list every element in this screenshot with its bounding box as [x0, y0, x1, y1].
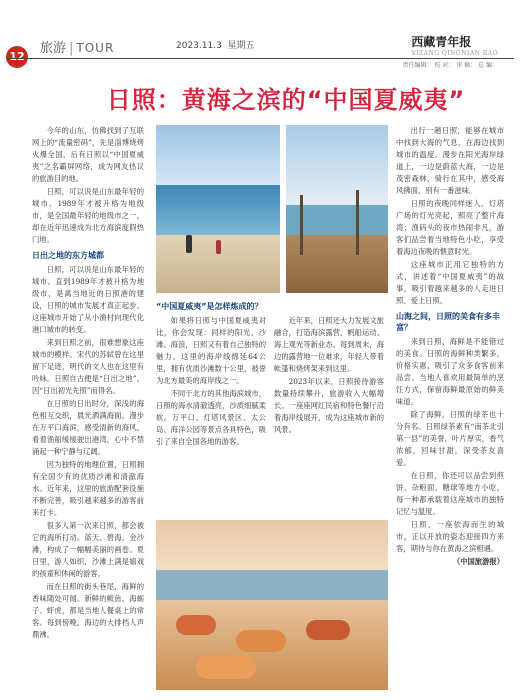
masthead	[411, 33, 498, 57]
paragraph: 近年来，日照还大力发展文旅融合，打造海滨露营、帆船运动、海上观光等新业态。每到周末，海边的露营地一位难求，年轻人带着帐篷和烧烤架来到这里。	[274, 316, 384, 373]
paragraph: 不同于北方的其他海滨城市，日照的海水清澈透亮，沙质细腻柔软。万平口、灯塔风景区、太公岛、海洋公园等景点各具特色，吸引了来自全国各地的游客。	[156, 389, 266, 446]
paragraph: 今年的山东，仿佛找到了互联网上的“流量密码”，先是淄博烧烤火爆全国，后有日照以“中国夏威夷”之名霸屏网络，成为网友热议的旅游目的地。	[32, 126, 144, 183]
header-divider	[6, 58, 514, 59]
paragraph: 这座城市正用它独特的方式，讲述着“中国夏威夷”的故事，吸引着越来越多的人走进日照、爱上日照。	[396, 260, 504, 305]
page-number: 12	[6, 46, 28, 68]
page-header	[0, 0, 520, 69]
article-source: （中国旅游报）	[452, 557, 504, 566]
section-label: 旅游 | TOUR	[40, 41, 115, 56]
subheading: “中国夏威夷”是怎样炼成的？	[156, 302, 263, 311]
paragraph: 2023年以来，日照接待游客数量持续攀升，旅游收入大幅增长。一座座网红民宿和特色餐厅沿着海岸线展开，成为这座城市新的风景。	[274, 377, 384, 434]
seaside-cafe-photo	[156, 520, 388, 690]
paragraph: 日照，可以说是山东最年轻的城市。直到1989年才被升格为地级市，是离当地近的日照港的建设，日照的城市发展才真正起步。这座城市开始了从小渔村向现代化港口城市的转变。	[32, 265, 144, 334]
paragraph: 日照的夜晚同样迷人。灯塔广场的灯光亮起，照亮了整片海湾；渔码头的夜市热闹非凡，游客们品尝着当地特色小吃，享受着海边夜晚的惬意时光。	[396, 199, 504, 256]
paragraph: 日照，可以说是山东最年轻的城市。1989年才被升格为地级市，是全国最年轻的地级市之一，却在近年迅速成为北方海滨度假热门地。	[32, 187, 144, 244]
boardwalk-photo	[286, 125, 388, 293]
article-column-3	[396, 125, 504, 568]
paragraph: 而在日照的街头巷尾，海鲜的香味随处可闻。新鲜的鲅鱼、海蛎子、虾虎，都是当地人餐桌上的常客。每到傍晚，海边的大排档人声鼎沸。	[32, 582, 144, 639]
article-title: 日照：黄海之滨的“中国夏威夷”	[106, 86, 466, 114]
paragraph: 在日照的日出时分，深浅的海色相互交织，晨光洒满海面。漫步在万平口海滨，感受清新的海风，看着渔船缓缓驶出港湾，心中不禁涌起一种宁静与辽阔。	[32, 399, 144, 456]
staff-credits: 责任编辑： 校 对： 审 稿： 总 编：	[402, 62, 498, 69]
section-en: TOUR	[76, 41, 115, 55]
article-column-1	[32, 125, 144, 642]
masthead-title: 西藏青年报	[411, 35, 472, 49]
paragraph: 来到日照，海鲜是不能错过的美食。日照的海鲜种类繁多，价格实惠，吸引了众多食客前来品尝。当地人喜欢用最简单的烹饪方式，保留海鲜最原始的鲜美味道。	[396, 337, 504, 406]
paragraph: 在日照，你还可以品尝到煎饼、杂粮面、糖球等地方小吃，每一种都承载着这座城市的独特记忆与温度。	[396, 471, 504, 516]
paragraph: 出行一趟日照，能够在城市中找到大海的气息，在海边找到城市的温度。漫步在阳光海岸绿道上，一边是蔚蓝大海，一边是茂密森林，骑行在其中，感受海风拂面，别有一番滋味。	[396, 126, 504, 195]
issue-date	[176, 38, 255, 51]
paragraph: 日照，一座依海而生的城市，正以开放的姿态迎接四方来客，期待与你在黄海之滨相遇。	[396, 520, 504, 553]
paragraph: 如果将日照与中国夏威夷对比，你会发现：同样的阳光、沙滩、海浪，日照又有着自己独特的魅力。这里的海岸线绵延64公里，拥有优质沙滩数十公里，被誉为北方最美的海岸线之一。	[156, 316, 266, 385]
paragraph: 来到日照之前，很难想象这座城市的模样。宋代的苏轼曾在这里留下足迹，明代的文人也在这里有吟咏。日照自古便是“日出之地”，因“日出初光先照”而得名。	[32, 338, 144, 395]
section-cn: 旅游	[40, 41, 67, 56]
subheading: 日出之地的东方城都	[32, 251, 104, 260]
paragraph: 很多人第一次来日照，都会被它的海所打动。蓝天、碧海、金沙滩，构成了一幅幅美丽的画卷。夏日里，游人如织，沙滩上满是嬉戏的孩童和休闲的游客。	[32, 521, 144, 578]
weekday-text: 星期五	[227, 41, 255, 51]
masthead-sub: XIZANG QINGNIAN BAO	[411, 50, 498, 57]
paragraph: 除了海鲜，日照的绿茶也十分有名。日照绿茶素有“南茶北引第一县”的美誉，叶片厚实，香气浓郁，回味甘甜，深受茶友喜爱。	[396, 410, 504, 467]
article-column-2	[156, 298, 384, 449]
date-text: 2023.11.3	[176, 41, 222, 51]
beach-photo	[156, 125, 280, 293]
subheading: 山海之间，日照的美食有多丰富？	[396, 312, 500, 332]
paragraph: 因为独特的地理位置，日照拥有全国少有的优质沙滩和清澈海水。近年来，这里的旅游配套设施不断完善，吸引越来越多的游客前来打卡。	[32, 460, 144, 517]
